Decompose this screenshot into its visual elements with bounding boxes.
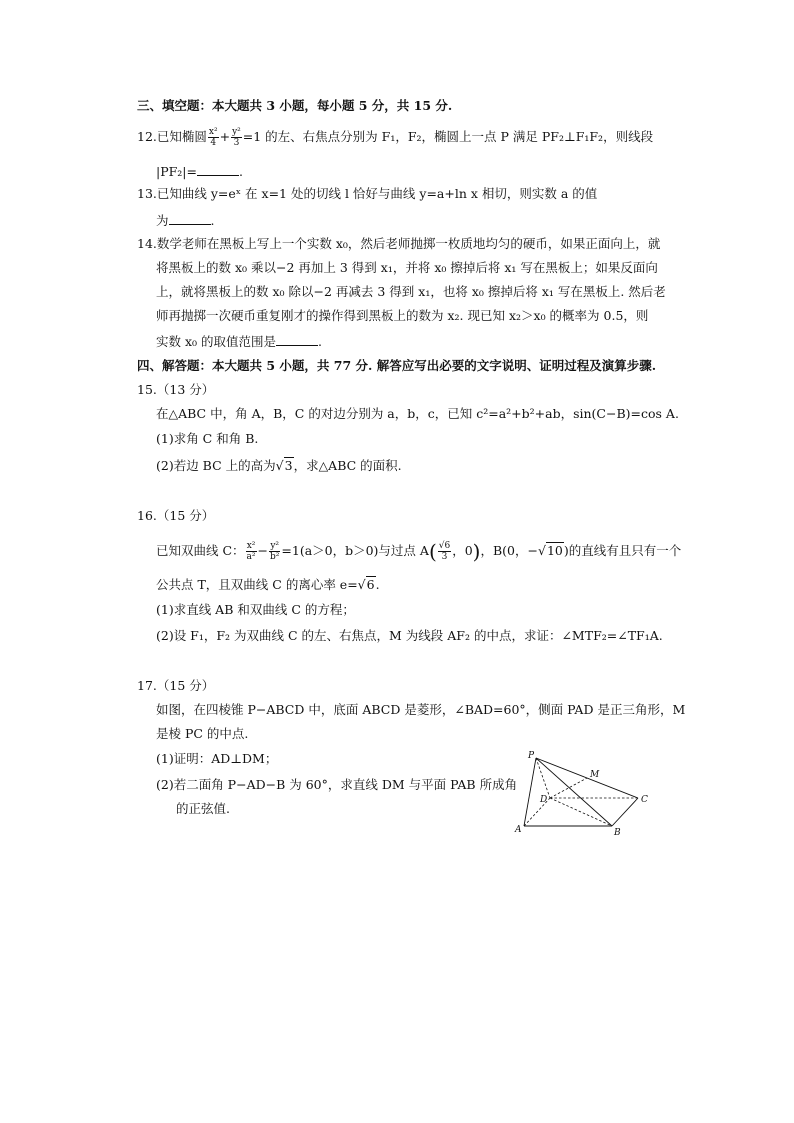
q12-end: . bbox=[239, 164, 243, 179]
label-A: A bbox=[515, 825, 522, 835]
q12-answer-blank[interactable] bbox=[197, 163, 239, 176]
label-C: C bbox=[641, 795, 648, 805]
q16-text-d: ，B(0，− bbox=[480, 543, 538, 558]
q16-sqrt-b-radicand: 10 bbox=[546, 543, 563, 558]
question-12-line1 bbox=[137, 127, 653, 148]
q13-answer-blank[interactable] bbox=[169, 212, 211, 225]
section4-heading: 四、解答题：本大题共 5 小题，共 77 分. 解答应写出必要的文字说明、证明过程及演算步骤. bbox=[137, 358, 657, 373]
q12-frac-x-num: x² bbox=[208, 127, 218, 137]
q12-frac-x-den: 4 bbox=[210, 138, 217, 148]
q16-sqrt-e: √6 bbox=[357, 577, 375, 592]
question-17-header: 17.（15 分） bbox=[137, 678, 215, 693]
question-15-part2 bbox=[156, 458, 402, 474]
question-17-line1: 如图，在四棱锥 P−ABCD 中，底面 ABCD 是菱形，∠BAD=60°，侧面 PAD 是正三角形，M bbox=[156, 702, 686, 717]
label-P: P bbox=[528, 751, 535, 761]
q16-right-paren: ) bbox=[472, 539, 481, 564]
q14-end: . bbox=[318, 334, 322, 349]
question-14-line5 bbox=[156, 333, 322, 350]
question-13-line1: 13.已知曲线 y=eˣ 在 x=1 处的切线 l 恰好与曲线 y=a+ln x 相切，则实数 a 的值 bbox=[137, 186, 598, 201]
q12-frac-x bbox=[208, 127, 219, 148]
question-13-line2 bbox=[156, 212, 215, 229]
q12-answer-prefix: |PF₂|= bbox=[156, 164, 197, 179]
q12-frac-y bbox=[231, 127, 242, 148]
q12-frac-y-num: y² bbox=[232, 127, 241, 137]
q16-text-c: ，0 bbox=[452, 543, 473, 558]
q12-text-a: 已知椭圆 bbox=[156, 129, 207, 144]
q16-frac-x-num: x² bbox=[246, 541, 256, 551]
question-16-part2: (2)设 F₁，F₂ 为双曲线 C 的左、右焦点，M 为线段 AF₂ 的中点，求证：∠MTF₂=∠TF₁A. bbox=[156, 628, 663, 643]
label-B: B bbox=[614, 828, 621, 838]
q16-frac-a-num: √6 bbox=[438, 541, 451, 551]
q15-sqrt-radicand: 3 bbox=[284, 458, 293, 473]
question-16-line2 bbox=[156, 577, 380, 593]
q16-text-b: =1(a＞0，b＞0)与过点 A bbox=[281, 543, 429, 558]
q16-sqrt-b: √10 bbox=[537, 543, 563, 558]
q12-text-b: =1 的左、右焦点分别为 F₁，F₂，椭圆上一点 P 满足 PF₂⊥F₁F₂，则线段 bbox=[242, 129, 654, 144]
q16-frac-a bbox=[438, 541, 451, 562]
q12-plus: + bbox=[219, 129, 231, 144]
label-D: D bbox=[540, 795, 548, 805]
question-16-part1: (1)求直线 AB 和双曲线 C 的方程； bbox=[156, 602, 355, 617]
question-14-line3: 上，就将黑板上的数 x₀ 除以−2 再减去 3 得到 x₁，也将 x₀ 擦掉后将 x₁ 写在黑板上. 然后老 bbox=[156, 284, 666, 299]
q16-minus: − bbox=[257, 543, 269, 558]
q12-frac-y-den: 3 bbox=[233, 138, 240, 148]
question-15-stem: 在△ABC 中，角 A，B，C 的对边分别为 a，b，c，已知 c²=a²+b²+ab，sin(C−B)=cos A. bbox=[156, 406, 679, 421]
question-17-line2: 是棱 PC 的中点. bbox=[156, 726, 249, 741]
question-15-part1: (1)求角 C 和角 B. bbox=[156, 431, 259, 446]
q13-end: . bbox=[210, 213, 215, 228]
question-14-line1: 14.数学老师在黑板上写上一个实数 x₀，然后老师抛掷一枚质地均匀的硬币，如果正面向上，就 bbox=[137, 236, 661, 251]
label-M: M bbox=[590, 770, 600, 780]
question-16-header: 16.（15 分） bbox=[137, 508, 215, 523]
edge-BC bbox=[612, 798, 638, 826]
q14-prefix: 实数 x₀ 的取值范围是 bbox=[156, 334, 277, 349]
q16-line2-text: 公共点 T，且双曲线 C 的离心率 e= bbox=[156, 577, 358, 592]
edge-PA bbox=[524, 758, 536, 826]
edge-DB bbox=[550, 798, 612, 826]
q16-text-a: 已知双曲线 C： bbox=[156, 543, 245, 558]
section3-heading: 三、填空题：本大题共 3 小题，每小题 5 分，共 15 分. bbox=[137, 98, 453, 113]
q16-frac-x bbox=[246, 541, 257, 562]
question-17-part1: (1)证明：AD⊥DM； bbox=[156, 751, 278, 766]
q16-sqrt-e-radicand: 6 bbox=[366, 577, 375, 592]
q15-part2-text-b: ，求△ABC 的面积. bbox=[293, 458, 402, 473]
question-15-header: 15.（13 分） bbox=[137, 382, 215, 397]
q16-frac-y bbox=[269, 541, 280, 562]
q13-prefix: 为 bbox=[156, 213, 169, 228]
q16-frac-x-den: a² bbox=[246, 552, 256, 562]
pyramid-figure bbox=[512, 750, 662, 840]
question-17-part2-line2: 的正弦值. bbox=[176, 801, 230, 816]
edge-DM bbox=[550, 778, 587, 798]
question-12-line2 bbox=[156, 163, 243, 180]
q16-line2-end: . bbox=[375, 577, 380, 592]
edge-PB bbox=[536, 758, 612, 826]
question-17-part2-line1: (2)若二面角 P−AD−B 为 60°，求直线 DM 与平面 PAB 所成角 bbox=[156, 777, 518, 792]
q16-text-e: )的直线有且只有一个 bbox=[563, 543, 682, 558]
q15-sqrt: √3 bbox=[275, 458, 293, 473]
q15-part2-text-a: (2)若边 BC 上的高为 bbox=[156, 458, 276, 473]
q12-number: 12. bbox=[137, 129, 157, 144]
q14-answer-blank[interactable] bbox=[276, 333, 318, 346]
q16-left-paren: ( bbox=[428, 539, 437, 564]
question-14-line4: 师再抛掷一次硬币重复刚才的操作得到黑板上的数为 x₂. 现已知 x₂＞x₀ 的概率为 0.5，则 bbox=[156, 308, 649, 323]
q16-frac-y-den: b² bbox=[270, 552, 280, 562]
q16-frac-a-den: 3 bbox=[441, 552, 448, 562]
question-16-line1 bbox=[156, 541, 681, 562]
question-14-line2: 将黑板上的数 x₀ 乘以−2 再加上 3 得到 x₁，并将 x₀ 擦掉后将 x₁ 写在黑板上；如果反面向 bbox=[156, 260, 658, 275]
q16-frac-y-num: y² bbox=[270, 541, 280, 551]
